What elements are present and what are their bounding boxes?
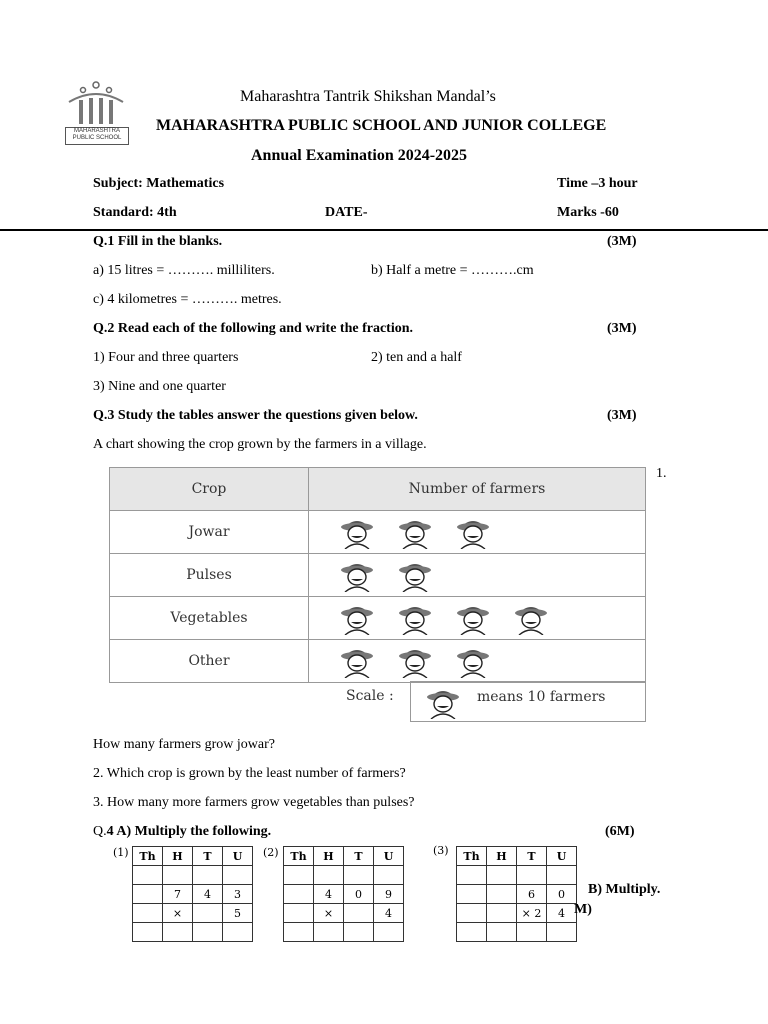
grid-1-number: (1)	[113, 846, 129, 859]
place-value-grid-1: Th H T U 7 4 3 × 5	[132, 846, 253, 942]
crop-name: Vegetables	[110, 597, 309, 640]
farmer-icon	[397, 601, 433, 635]
q4-title: Q.4 A) Multiply the following.	[93, 824, 272, 839]
q3-intro: A chart showing the crop grown by the farmers in a village.	[93, 437, 427, 452]
farmer-icons	[309, 554, 646, 597]
q1-marks: (3M)	[607, 234, 637, 249]
place-value-grid-3: Th H T U 6 0 × 2 4	[456, 846, 577, 942]
subject: Subject: Mathematics	[93, 176, 225, 191]
q1-a: a) 15 litres = ………. milliliters.	[93, 263, 275, 278]
q2-marks: (3M)	[607, 321, 637, 336]
farmer-icons	[309, 511, 646, 554]
school-name: MAHARASHTRA PUBLIC SCHOOL AND JUNIOR COLLEGE	[156, 117, 607, 134]
farmer-icon	[397, 558, 433, 592]
crop-name: Pulses	[110, 554, 309, 597]
farmer-icon	[455, 515, 491, 549]
time: Time –3 hour	[557, 176, 638, 191]
farmer-icon	[455, 644, 491, 678]
farmer-icon	[339, 515, 375, 549]
farmer-icon	[397, 644, 433, 678]
scale-text: means 10 farmers	[477, 689, 606, 705]
farmer-icon	[425, 685, 461, 719]
q2-item-3: 3) Nine and one quarter	[93, 379, 226, 394]
date: DATE-	[325, 205, 368, 220]
q4-marks: (6M)	[605, 824, 635, 839]
crop-name: Jowar	[110, 511, 309, 554]
marks: Marks -60	[557, 205, 619, 220]
table-row	[110, 640, 646, 683]
farmer-icons	[309, 597, 646, 640]
q2-item-1: 1) Four and three quarters	[93, 350, 239, 365]
q2-item-2: 2) ten and a half	[371, 350, 462, 365]
farmer-icon	[455, 601, 491, 635]
table-row	[110, 554, 646, 597]
q3-question-3: 3. How many more farmers grow vegetables than pulses?	[93, 795, 415, 810]
standard: Standard: 4th	[93, 205, 177, 220]
farmer-icon	[397, 515, 433, 549]
exam-title: Annual Examination 2024-2025	[251, 147, 468, 164]
q1-b: b) Half a metre = ……….cm	[371, 263, 534, 278]
scale-key	[410, 681, 646, 722]
farmer-icons	[309, 640, 646, 683]
table-header-row	[110, 468, 646, 511]
q3-side-number: 1.	[656, 466, 667, 481]
header-divider	[0, 229, 768, 231]
column-header-farmers: Number of farmers	[309, 468, 646, 511]
farmer-icon	[339, 644, 375, 678]
farmer-icon	[339, 601, 375, 635]
q4-b-marks: M)	[574, 902, 592, 917]
crop-name: Other	[110, 640, 309, 683]
table-row	[110, 511, 646, 554]
farmer-icon	[339, 558, 375, 592]
q4-b-label: B) Multiply.	[588, 882, 661, 897]
logo-caption: MAHARASHTRA PUBLIC SCHOOL	[65, 127, 129, 145]
q3-question-1: How many farmers grow jowar?	[93, 737, 275, 752]
q1-c: c) 4 kilometres = ………. metres.	[93, 292, 282, 307]
farmer-icon	[513, 601, 549, 635]
q2-title: Q.2 Read each of the following and write the fraction.	[93, 321, 414, 336]
trust-name: Maharashtra Tantrik Shikshan Mandal’s	[240, 88, 496, 105]
scale-label: Scale :	[346, 688, 394, 704]
place-value-grid-2: Th H T U 4 0 9 × 4	[283, 846, 404, 942]
q3-title: Q.3 Study the tables answer the questions given below.	[93, 408, 418, 423]
q3-marks: (3M)	[607, 408, 637, 423]
q1-title: Q.1 Fill in the blanks.	[93, 234, 223, 249]
pictograph-table	[109, 467, 646, 683]
q3-question-2: 2. Which crop is grown by the least number of farmers?	[93, 766, 406, 781]
grid-3-number: (3)	[433, 844, 449, 857]
column-header-crop: Crop	[110, 468, 309, 511]
table-row	[110, 597, 646, 640]
grid-2-number: (2)	[263, 846, 279, 859]
